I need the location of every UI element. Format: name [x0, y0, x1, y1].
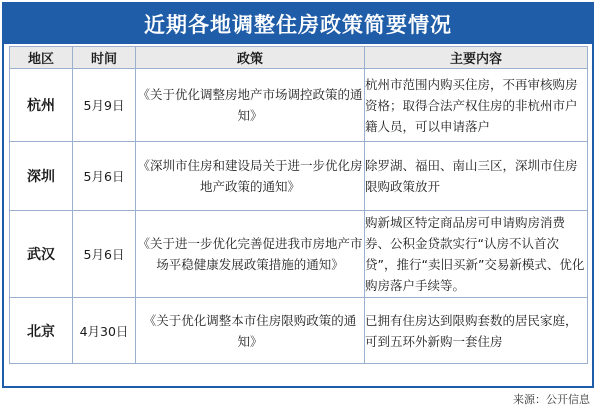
header-region: 地区 [10, 47, 73, 69]
content-cell: 购新城区特定商品房可申请购房消费券、公积金贷款实行“认房不认首次贷”，推行“卖旧买新”交易新模式、优化购房落户手续等。 [365, 211, 588, 298]
content-cell: 已拥有住房达到限购套数的居民家庭，可到五环外新购一套住房 [365, 298, 588, 364]
policy-cell: 《关于进一步优化完善促进我市房地产市场平稳健康发展政策措施的通知》 [136, 211, 365, 298]
content-cell: 除罗湖、福田、南山三区，深圳市住房限购政策放开 [365, 142, 588, 211]
table-header-row [10, 47, 588, 69]
table-row [10, 298, 588, 364]
region-cell: 北京 [10, 298, 73, 364]
region-cell: 深圳 [10, 142, 73, 211]
date-cell: 5月6日 [73, 142, 136, 211]
date-cell: 4月30日 [73, 298, 136, 364]
date-cell: 5月6日 [73, 211, 136, 298]
source-note: 来源：公开信息 [513, 393, 590, 406]
header-date: 时间 [73, 47, 136, 69]
policy-cell: 《关于优化调整房地产市场调控政策的通知》 [136, 69, 365, 142]
table-row [10, 69, 588, 142]
policy-table-card [2, 2, 594, 388]
date-cell: 5月9日 [73, 69, 136, 142]
content-cell: 杭州市范围内购买住房，不再审核购房资格；取得合法产权住房的非杭州市户籍人员，可以申请落户 [365, 69, 588, 142]
region-cell: 武汉 [10, 211, 73, 298]
policy-cell: 《深圳市住房和建设局关于进一步优化房地产政策的通知》 [136, 142, 365, 211]
policy-cell: 《关于优化调整本市住房限购政策的通知》 [136, 298, 365, 364]
table-title: 近期各地调整住房政策简要情况 [4, 4, 592, 44]
table-row [10, 142, 588, 211]
header-content: 主要内容 [365, 47, 588, 69]
table-row [10, 211, 588, 298]
policy-table [9, 46, 588, 364]
region-cell: 杭州 [10, 69, 73, 142]
header-policy: 政策 [136, 47, 365, 69]
